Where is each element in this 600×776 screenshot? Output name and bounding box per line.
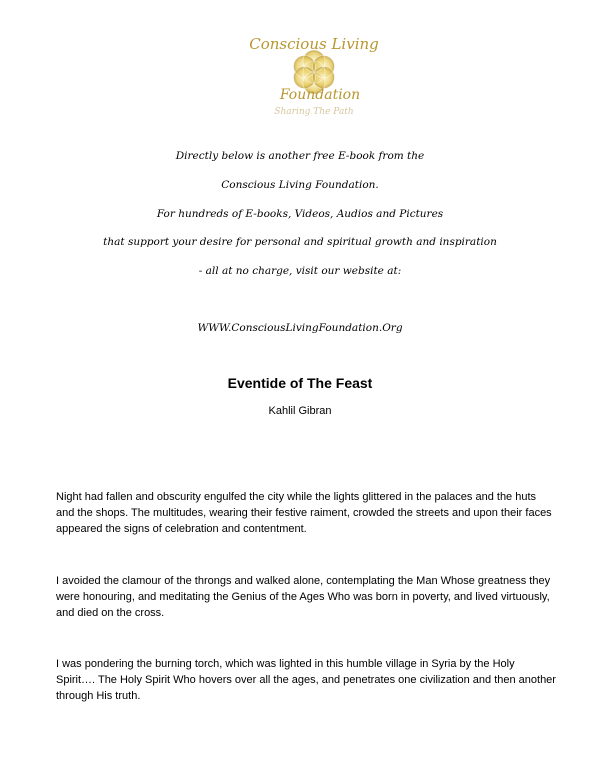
intro-line-5: - all at no charge, visit our website at: (198, 265, 402, 277)
author-name: Kahlil Gibran (268, 405, 332, 417)
paragraph-2: I avoided the clamour of the throngs and walked alone, contemplating the Man Whose greatness they were honouring, and meditating the Genius of the Ages Who was born in poverty, and lived virtuously, and died on the cross. (56, 575, 551, 619)
foundation-logo (246, 28, 382, 120)
paragraph-3: I was pondering the burning torch, which was lighted in this humble village in Syria by the Holy Spirit…. The Holy Spirit Who hovers over all the ages, and penetrates one civilization and then another through His truth. (56, 658, 556, 702)
website-link[interactable]: WWW.ConsciousLivingFoundation.Org (197, 322, 403, 334)
intro-line-4: that support your desire for personal and spiritual growth and inspiration (103, 236, 497, 248)
logo-line2: Foundation (279, 87, 361, 103)
intro-line-2: Conscious Living Foundation. (221, 179, 379, 191)
logo-line1: Conscious Living (249, 35, 379, 53)
intro-line-1: Directly below is another free E-book from the (175, 150, 425, 162)
page-title: Eventide of The Feast (227, 375, 373, 391)
logo-tagline: Sharing The Path (274, 107, 354, 117)
flower-of-life-icon (246, 28, 382, 120)
intro-line-3: For hundreds of E-books, Videos, Audios and Pictures (156, 208, 444, 220)
paragraph-1: Night had fallen and obscurity engulfed the city while the lights glittered in the palaces and the huts and the shops. The multitudes, wearing their festive raiment, crowded the streets and upon their faces appeared the signs of celebration and contentment. (56, 491, 552, 535)
